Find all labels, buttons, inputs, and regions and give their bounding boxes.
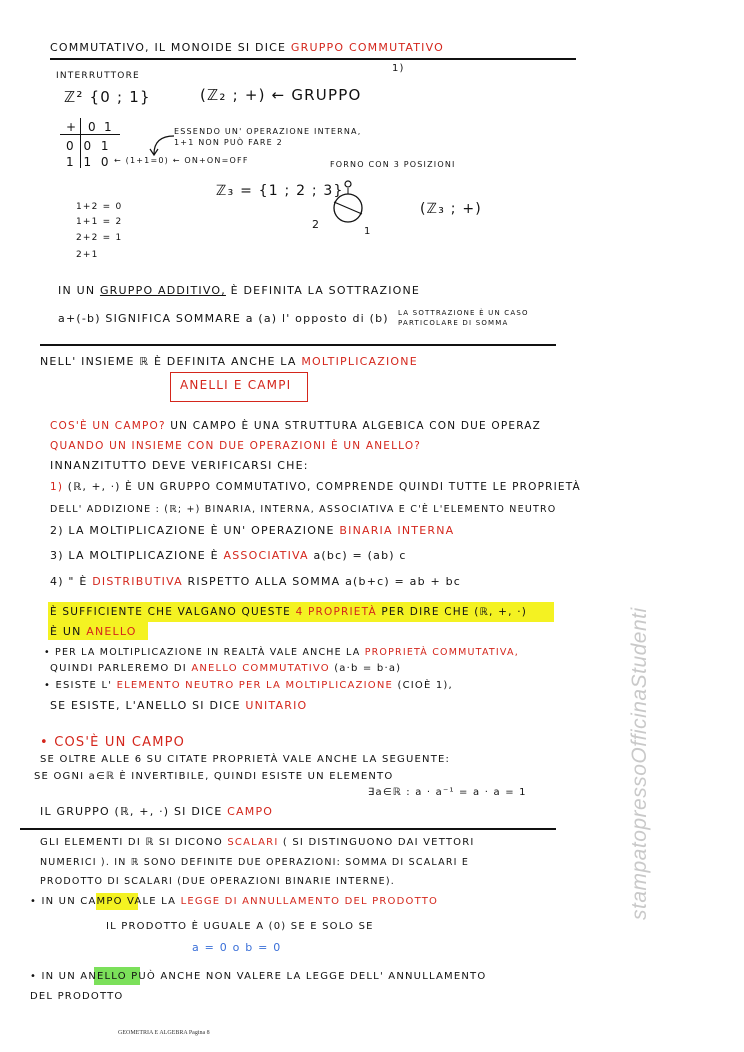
calc-2: 1+1 = 2	[76, 217, 123, 227]
line-insieme	[40, 356, 418, 367]
line-campo2: SE OGNI a∈ℝ È INVERTIBILE, QUINDI ESISTE UN ELEMENTO	[34, 771, 394, 782]
text: QUINDI PARLEREMO DI	[50, 663, 187, 674]
line-q1	[50, 421, 541, 432]
text: • IN UN	[30, 896, 76, 907]
calc-1: 1+2 = 0	[76, 202, 123, 212]
text: SE ESISTE, L'ANELLO SI DICE	[50, 699, 241, 712]
text: GLI ELEMENTI DI ℝ SI DICONO	[40, 837, 223, 848]
z3-plus: (ℤ₃ ; +)	[420, 201, 482, 217]
line-anello	[30, 972, 486, 982]
watermark: stampatopressoOfficinaStudenti	[628, 607, 651, 920]
text: UN CAMPO È UNA STRUTTURA ALGEBICA CON DUE OPERAZ	[170, 420, 542, 432]
line-b1c	[50, 664, 401, 674]
curved-arrow-icon	[146, 132, 176, 158]
note-number: 1)	[392, 63, 405, 74]
text: COMMUTATIVO, IL MONOIDE SI DICE	[50, 41, 287, 54]
anello-commutativo-label: ANELLO COMMUTATIVO	[191, 663, 330, 674]
table-header-0: 0	[88, 120, 97, 134]
divider-2	[40, 344, 556, 346]
line-campo3: ∃a∈ℝ : a · a⁻¹ = a · a = 1	[368, 787, 527, 798]
svg-text:1: 1	[364, 226, 371, 237]
text: PUÒ ANCHE NON VALERE LA LEGGE DELL' ANNULLAMENTO	[131, 971, 487, 982]
text: • ESISTE L'	[44, 680, 113, 691]
proprieta-commutativa-label: PROPRIETÀ COMMUTATIVA,	[364, 647, 519, 658]
text: IL GRUPPO (ℝ, +, ·) SI DICE	[40, 805, 223, 818]
legge-annullamento-label: LEGGE DI ANNULLAMENTO DEL PRODOTTO	[180, 896, 439, 907]
anello-label: ANELLO	[86, 625, 137, 638]
table-header-plus: +	[66, 120, 78, 134]
line-suff2	[50, 626, 137, 637]
associativa-label: ASSOCIATIVA	[223, 549, 309, 562]
binaria-interna-label: BINARIA INTERNA	[339, 524, 455, 537]
text: ( SI DISTINGUONO DAI VETTORI	[282, 837, 475, 848]
z3-set: ℤ₃ = {1 ; 2 ; 3}	[216, 183, 344, 199]
line-gruppo-additivo	[58, 285, 420, 296]
calc-3: 2+2 = 1	[76, 233, 123, 243]
table-row-0: 0 0 1	[66, 139, 112, 153]
line-commutativo	[50, 42, 444, 53]
num: 1)	[50, 481, 64, 493]
table-hline	[60, 134, 120, 135]
text: (CIOÈ 1),	[397, 680, 453, 691]
line-q2: QUANDO UN INSIEME CON DUE OPERAZIONI È UN ANELLO?	[50, 440, 422, 452]
q-campo: COS'È UN CAMPO?	[50, 420, 166, 432]
gruppo-commutativo-label: GRUPPO COMMUTATIVO	[290, 41, 445, 54]
line-innanzi: INNANZITUTTO DEVE VERIFICARSI CHE:	[50, 459, 309, 472]
text: • PER LA MOLTIPLICAZIONE IN REALTÀ VALE ANCHE LA	[44, 647, 361, 658]
line-p3	[50, 550, 407, 561]
line-b1	[44, 648, 519, 658]
z2-set: ℤ² {0 ; 1}	[64, 88, 151, 106]
non-puo-note: 1+1 NON PUÒ FARE 2	[174, 138, 283, 147]
text: È UN	[50, 625, 82, 638]
text: PER DIRE CHE (ℝ, +, ·)	[381, 606, 528, 618]
text: IN UN	[58, 284, 96, 297]
line-b2	[44, 681, 453, 691]
line-suff	[50, 607, 527, 618]
text: • IN UN	[30, 971, 76, 982]
page-footer: GEOMETRIA E ALGEBRA Pagina 8	[118, 1030, 210, 1036]
campo-label: CAMPO	[227, 805, 274, 818]
line-campo4	[40, 806, 273, 817]
table-header-1: 1	[104, 120, 113, 134]
arrow-note: ← (1+1=0) ← ON+ON=OFF	[114, 156, 249, 165]
text: È DEFINITA LA SOTTRAZIONE	[230, 284, 421, 297]
text: RISPETTO ALLA SOMMA a(b+c) = ab + bc	[187, 575, 462, 588]
gruppo-additivo-label: GRUPPO ADDITIVO,	[99, 284, 226, 297]
line-p4	[50, 576, 461, 587]
campo-highlighted: CAMPO	[80, 896, 123, 907]
elemento-neutro-label: ELEMENTO NEUTRO PER LA MOLTIPLICAZIONE	[116, 680, 394, 691]
anello-highlighted: ANELLO	[80, 971, 127, 982]
diff-note-2: PARTICOLARE DI SOMMA	[398, 319, 509, 327]
table-row-1: 1 1 0	[66, 155, 112, 169]
distributiva-label: DISTRIBUTIVA	[92, 575, 183, 588]
essendo-note: ESSENDO UN' OPERAZIONE INTERNA,	[174, 127, 362, 136]
line-sc1	[40, 838, 475, 848]
diff-note-1: LA SOTTRAZIONE È UN CASO	[398, 309, 529, 317]
text: È SUFFICIENTE CHE VALGANO QUESTE	[50, 606, 292, 618]
svg-text:2: 2	[312, 218, 319, 231]
line-campo1: SE OLTRE ALLE 6 SU CITATE PROPRIETÀ VALE ANCHE LA SEGUENTE:	[40, 754, 451, 765]
z2-gruppo: (ℤ₂ ; +) ← GRUPPO	[200, 86, 362, 104]
divider-top	[50, 58, 576, 60]
text: (a·b = b·a)	[334, 663, 402, 674]
quattro-proprieta-label: 4 PROPRIETÀ	[295, 606, 377, 618]
line-b2d	[50, 700, 307, 711]
line-differenza: a+(-b) SIGNIFICA SOMMARE a (a) l' opposto di (b)	[58, 312, 389, 325]
anelli-campi-title: ANELLI E CAMPI	[180, 378, 292, 392]
calc-4: 2+1	[76, 250, 99, 260]
line-p1c: DELL' ADDIZIONE : (ℝ; +) BINARIA, INTERNA, ASSOCIATIVA E C'È L'ELEMENTO NEUTRO	[50, 504, 557, 515]
text: 4) " È	[50, 575, 88, 588]
forno-label: FORNO CON 3 POSIZIONI	[330, 160, 456, 169]
line-p2	[50, 525, 454, 536]
unitario-label: UNITARIO	[245, 699, 308, 712]
line-legge2: IL PRODOTTO È UGUALE A (0) SE E SOLO SE	[106, 921, 374, 932]
text: a(bc) = (ab) c	[313, 549, 407, 562]
scalari-label: SCALARI	[227, 837, 279, 848]
line-legge3: a = 0 o b = 0	[192, 941, 282, 954]
line-p1	[50, 482, 581, 493]
line-anello2: DEL PRODOTTO	[30, 991, 124, 1002]
text: (ℝ, +, ·) È UN GRUPPO COMMUTATIVO, COMPRENDE QUINDI TUTTE LE PROPRIETÀ	[67, 481, 581, 493]
text: NELL' INSIEME ℝ È DEFINITA ANCHE LA	[40, 355, 297, 368]
line-sc2: NUMERICI ). IN ℝ SONO DEFINITE DUE OPERAZIONI: SOMMA DI SCALARI E	[40, 857, 470, 868]
campo-title: • COS'È UN CAMPO	[40, 735, 186, 750]
text: 2) LA MOLTIPLICAZIONE È UN' OPERAZIONE	[50, 524, 335, 537]
line-sc3: PRODOTTO DI SCALARI (DUE OPERAZIONI BINARIE INTERNE).	[40, 876, 396, 887]
divider-3	[20, 828, 556, 830]
line-legge	[30, 897, 438, 907]
text: 3) LA MOLTIPLICAZIONE È	[50, 549, 219, 562]
moltiplicazione-label: MOLTIPLICAZIONE	[301, 355, 418, 368]
text: VALE LA	[127, 896, 177, 907]
interruttore-label: INTERRUTTORE	[56, 71, 140, 81]
